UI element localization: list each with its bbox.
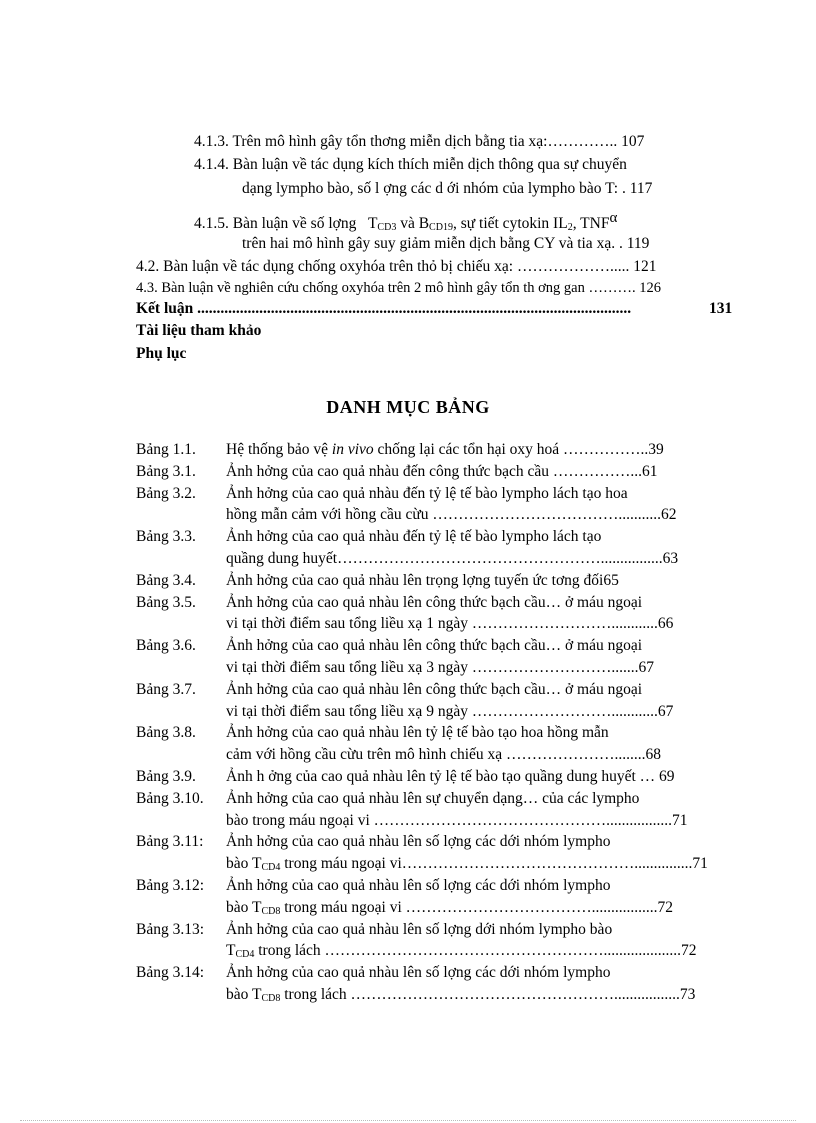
entry-text-pre: Hệ thống bảo vệ xyxy=(226,441,332,458)
table-entry-label: Bảng 3.5. xyxy=(136,594,196,611)
b-subscript: CD19 xyxy=(429,222,453,234)
table-entry-label: Bảng 3.10. xyxy=(136,790,204,807)
table-entry-title-cont: cảm với hồng cầu cừu trên mô hình chiếu xạ …………………........68 xyxy=(226,746,662,763)
entry-text-pre: T xyxy=(226,942,236,959)
table-entry-title: Ảnh hởng của cao quả nhàu đến công thức bạch cầu ……………...61 xyxy=(226,463,658,480)
table-entry-title-cont: vi tại thời điểm sau tổng liều xạ 1 ngày ………………………............66 xyxy=(226,615,674,632)
il-subscript: 2 xyxy=(567,222,573,234)
t-subscript: CD3 xyxy=(377,222,397,234)
ketluan-page: 131 xyxy=(709,300,733,317)
entry-text-post: trong lách …………………………………………….................73 xyxy=(280,986,696,1003)
table-entry-title: Ảnh hởng của cao quả nhàu lên tỷ lệ tế bào tạo hoa hồng mẫn xyxy=(226,724,609,741)
and-b: và B xyxy=(396,215,430,233)
entry-text-pre: bào T xyxy=(226,986,262,1003)
toc-references: Tài liệu tham khảo xyxy=(136,322,262,339)
toc-item-4-1-5-cont: trên hai mô hình gây suy giảm miễn dịch bằng CY và tia xạ. . 119 xyxy=(242,235,650,252)
table-entry-label: Bảng 3.6. xyxy=(136,637,196,654)
table-entry-title: Ảnh hởng của cao quả nhàu lên số lợng các dới nhóm lympho xyxy=(226,877,611,894)
entry-subscript: CD4 xyxy=(261,862,281,873)
table-entry-title-cont: bào trong máu ngoại vi ……………………………………….................71 xyxy=(226,812,688,829)
toc-item-4-3: 4.3. Bàn luận về nghiên cứu chống oxyhóa trên 2 mô hình gây tổn th ơng gan ………. 126 xyxy=(136,280,661,296)
alpha-symbol: α xyxy=(609,210,618,226)
toc-item-4-1-4: 4.1.4. Bàn luận về tác dụng kích thích miễn dịch thông qua sự chuyển xyxy=(194,156,627,173)
t-letter: T xyxy=(367,215,378,233)
table-entry-title-cont xyxy=(226,899,673,917)
table-entry-label: Bảng 3.3. xyxy=(136,528,196,545)
table-entry-label: Bảng 3.4. xyxy=(136,572,196,589)
table-entry-title: Ảnh hởng của cao quả nhàu lên sự chuyển dạng… của các lympho xyxy=(226,790,640,807)
entry-subscript: CD8 xyxy=(261,906,281,917)
ketluan-label: Kết luận xyxy=(136,300,194,317)
entry-text-italic: in vivo xyxy=(331,441,374,458)
table-entry-title: Ảnh hởng của cao quả nhàu lên công thức bạch cầu… ở máu ngoại xyxy=(226,637,643,654)
table-entry-title-cont xyxy=(226,942,697,960)
table-entry-title-cont xyxy=(226,855,708,873)
entry-text-pre: bào T xyxy=(226,855,262,872)
table-entry-label: Bảng 3.7. xyxy=(136,681,196,698)
table-entry-label: Bảng 3.13: xyxy=(136,921,205,938)
tnf-text: , TNF xyxy=(572,215,610,233)
table-entry-title: Ảnh hởng của cao quả nhàu lên số lợng dới nhóm lympho bào xyxy=(226,921,613,938)
entry-text-post: trong máu ngoại vi………………………………………...............71 xyxy=(280,855,708,872)
table-entry-label: Bảng 3.8. xyxy=(136,724,196,741)
table-entry-label: Bảng 3.11: xyxy=(136,833,204,850)
table-entry-title: Ảnh hởng của cao quả nhàu lên số lợng các dới nhóm lympho xyxy=(226,964,611,981)
toc-ketluan xyxy=(136,299,736,319)
table-entry-label: Bảng 3.1. xyxy=(136,463,196,480)
table-entry-title-cont: quầng dung huyết……………………………………………................63 xyxy=(226,550,679,567)
toc-item-4-1-5-text: 4.1.5. Bàn luận về số lợng xyxy=(194,215,357,233)
page-bottom-rule xyxy=(20,1120,796,1121)
ketluan-dots: ................................................................................................................ xyxy=(197,300,632,317)
table-entry-title-cont: vi tại thời điểm sau tổng liều xạ 3 ngày ……………………….......67 xyxy=(226,659,654,676)
list-of-tables-heading: DANH MỤC BẢNG xyxy=(326,397,490,417)
table-entry-title: Ảnh hởng của cao quả nhàu lên trọng lợng tuyến ức tơng đối65 xyxy=(226,572,619,589)
table-entry-label: Bảng 1.1. xyxy=(136,441,196,458)
table-entry-label: Bảng 3.2. xyxy=(136,485,196,502)
entry-subscript: CD4 xyxy=(235,949,255,960)
cytokine-text: , sự tiết cytokin IL xyxy=(452,215,568,233)
table-entry-label: Bảng 3.14: xyxy=(136,964,205,981)
table-entry-title-cont: vi tại thời điểm sau tổng liều xạ 9 ngày ………………………............67 xyxy=(226,703,674,720)
entry-text-pre: bào T xyxy=(226,899,262,916)
table-entry-title: Ảnh hởng của cao quả nhàu lên số lợng các dới nhóm lympho xyxy=(226,833,611,850)
entry-text-post: trong lách ………………………………………………....................72 xyxy=(254,942,697,959)
toc-item-4-1-3: 4.1.3. Trên mô hình gây tổn thơng miễn dịch bằng tia xạ:………….. 107 xyxy=(194,133,645,150)
entry-text-post: trong máu ngoại vi ……………………………….................72 xyxy=(280,899,674,916)
table-entry-title-cont xyxy=(226,986,695,1004)
entry-subscript: CD8 xyxy=(261,993,281,1004)
table-entry-title xyxy=(226,441,664,459)
toc-item-4-1-4-cont: dạng lympho bào, số l ợng các d ới nhóm của lympho bào T: . 117 xyxy=(242,180,653,197)
table-entry-title: Ảnh hởng của cao quả nhàu đến tỷ lệ tế bào lympho lách tạo hoa xyxy=(226,485,628,502)
table-entry-title: Ảnh hởng của cao quả nhàu đến tỷ lệ tế bào lympho lách tạo xyxy=(226,528,602,545)
table-entry-title-cont: hồng mẫn cảm với hồng cầu cừu ………………………………...........62 xyxy=(226,506,677,523)
table-entry-title: Ảnh hởng của cao quả nhàu lên công thức bạch cầu… ở máu ngoại xyxy=(226,681,643,698)
table-entry-label: Bảng 3.12: xyxy=(136,877,205,894)
table-entry-title: Ảnh hởng của cao quả nhàu lên công thức bạch cầu… ở máu ngoại xyxy=(226,594,643,611)
table-entry-title: Ảnh h ởng của cao quả nhàu lên tỷ lệ tế bào tạo quầng dung huyết … 69 xyxy=(226,768,675,785)
toc-appendix: Phụ lục xyxy=(136,345,187,362)
table-entry-label: Bảng 3.9. xyxy=(136,768,196,785)
entry-text-post: chống lại các tổn hại oxy hoá ……………..39 xyxy=(373,441,664,458)
toc-item-4-2: 4.2. Bàn luận về tác dụng chống oxyhóa trên thỏ bị chiếu xạ: ………………..... 121 xyxy=(136,258,657,275)
